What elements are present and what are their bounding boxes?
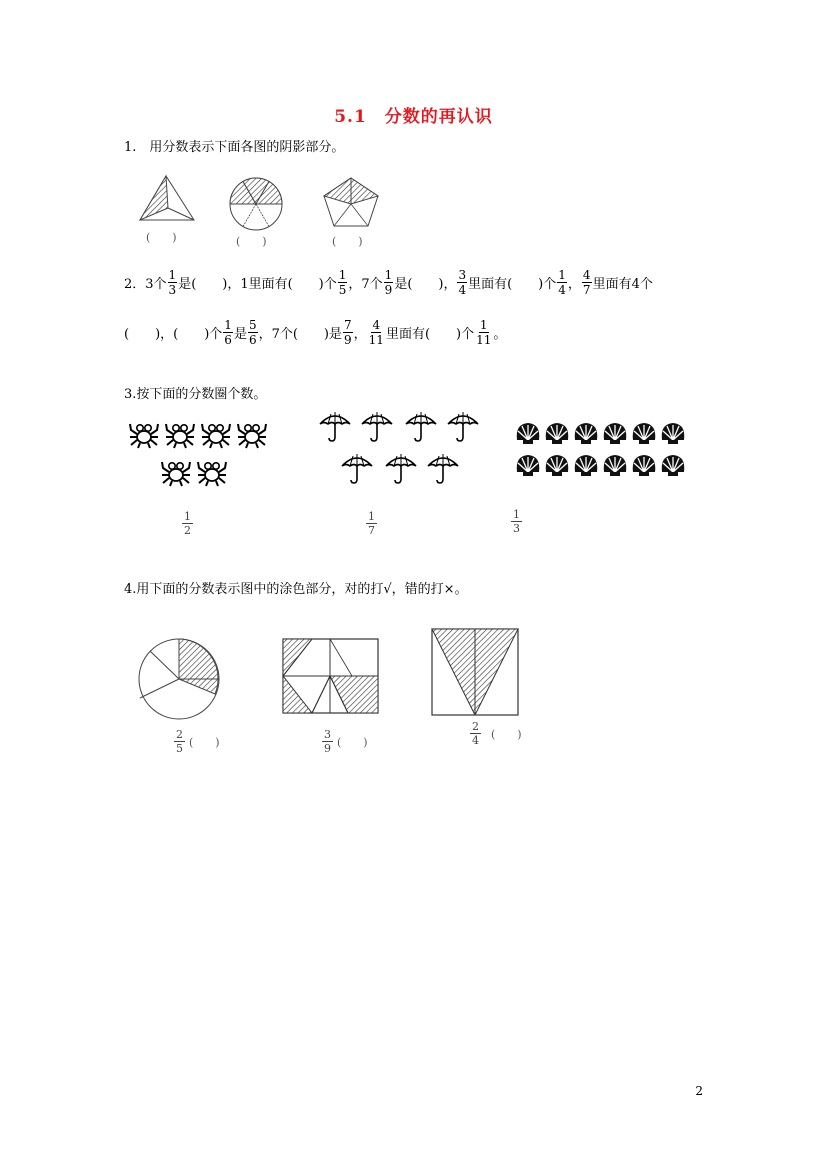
- q4-blank-3[interactable]: ( ): [491, 727, 522, 741]
- fraction: $\frac{5}{6}$: [248, 318, 257, 347]
- shell-icon: [517, 423, 540, 444]
- umbrellas-group: [318, 410, 488, 490]
- fraction: 2 5: [176, 728, 183, 755]
- q2-text: ，7个( )是: [258, 327, 343, 342]
- umbrella-icon: [342, 454, 372, 483]
- question-2-line-1: [124, 268, 653, 297]
- crab-icon: [198, 462, 226, 486]
- fraction: $\frac{4}{11}$: [368, 318, 384, 347]
- q2-text: 里面有4个: [592, 277, 653, 292]
- shell-icon: [604, 455, 627, 476]
- page-title: 5.1 分数的再认识: [334, 107, 493, 127]
- crabs-group: [128, 420, 278, 492]
- q4-rectangle-figure: [282, 638, 380, 716]
- crab-icon: [202, 424, 230, 448]
- triangle-figure: [136, 170, 198, 226]
- q2-text: ( )，( )个: [124, 327, 223, 342]
- question-2-line-2: [124, 318, 506, 347]
- shell-icon: [662, 423, 685, 444]
- shell-icon: [633, 423, 656, 444]
- q2-text: ，: [567, 277, 581, 292]
- shell-icon: [633, 455, 656, 476]
- umbrella-icon: [362, 412, 392, 441]
- q2-text: 里面有( )个: [385, 327, 475, 342]
- q1-blank-2[interactable]: ( ): [236, 235, 267, 248]
- shell-icon: [575, 455, 598, 476]
- circle-figure: [226, 174, 286, 234]
- fraction: 3 9: [324, 728, 331, 755]
- question-1-text: 1. 用分数表示下面各图的阴影部分。: [124, 140, 345, 155]
- crab-icon: [238, 424, 266, 448]
- q2-text: 是( )，: [394, 277, 457, 292]
- fraction: $\frac{3}{4}$: [458, 268, 467, 297]
- q4-circle-figure: [136, 636, 222, 722]
- umbrella-icon: [406, 412, 436, 441]
- fraction: $\frac{4}{7}$: [582, 268, 591, 297]
- umbrella-icon: [448, 412, 478, 441]
- q1-blank-3[interactable]: ( ): [332, 235, 363, 248]
- umbrella-icon: [428, 454, 458, 483]
- q3-fraction-2: 1 7: [368, 510, 375, 537]
- shell-icon: [662, 455, 685, 476]
- fraction: $\frac{1}{4}$: [558, 268, 566, 297]
- fraction: $\frac{1}{11}$: [476, 318, 492, 347]
- fraction: $\frac{7}{9}$: [344, 318, 352, 347]
- pentagon-figure: [320, 174, 382, 230]
- q4-answer-3: [470, 720, 522, 747]
- q3-fraction-1: 1 2: [184, 510, 191, 537]
- q1-blank-1[interactable]: ( ): [146, 231, 177, 244]
- crab-icon: [166, 424, 194, 448]
- fraction: $\frac{1}{5}$: [338, 268, 347, 297]
- q4-blank-1[interactable]: ( ): [189, 735, 220, 749]
- q3-fraction-3: 1 3: [513, 508, 520, 535]
- q4-square-figure: [431, 628, 521, 718]
- shell-icon: [546, 423, 569, 444]
- umbrella-icon: [386, 454, 416, 483]
- q4-answer-1: [174, 728, 220, 755]
- question-4-text: 4.用下面的分数表示图中的涂色部分，对的打√，错的打×。: [124, 582, 468, 597]
- crab-icon: [162, 462, 190, 486]
- shells-group: [514, 420, 692, 484]
- shell-icon: [517, 455, 540, 476]
- q2-text: ，: [353, 327, 367, 342]
- fraction: 2 4: [472, 720, 479, 747]
- q4-blank-2[interactable]: ( ): [337, 735, 368, 749]
- crab-icon: [130, 424, 158, 448]
- fraction: $\frac{1}{6}$: [224, 318, 232, 347]
- q4-answer-2: [322, 728, 368, 755]
- q2-text: 里面有( )个: [468, 277, 557, 292]
- page-number: 2: [695, 1084, 703, 1098]
- shell-icon: [546, 455, 569, 476]
- fraction: $\frac{1}{9}$: [384, 268, 393, 297]
- q2-text: 是( )，1里面有( )个: [178, 277, 337, 292]
- umbrella-icon: [320, 412, 350, 441]
- q2-text: 。: [493, 327, 507, 342]
- shell-icon: [604, 423, 627, 444]
- q2-text: 是: [233, 327, 247, 342]
- q2-text: 2．3个: [124, 277, 167, 292]
- shell-icon: [575, 423, 598, 444]
- question-3-text: 3.按下面的分数圈个数。: [124, 387, 267, 402]
- fraction: $\frac{1}{3}$: [168, 268, 177, 297]
- q2-text: ，7个: [348, 277, 383, 292]
